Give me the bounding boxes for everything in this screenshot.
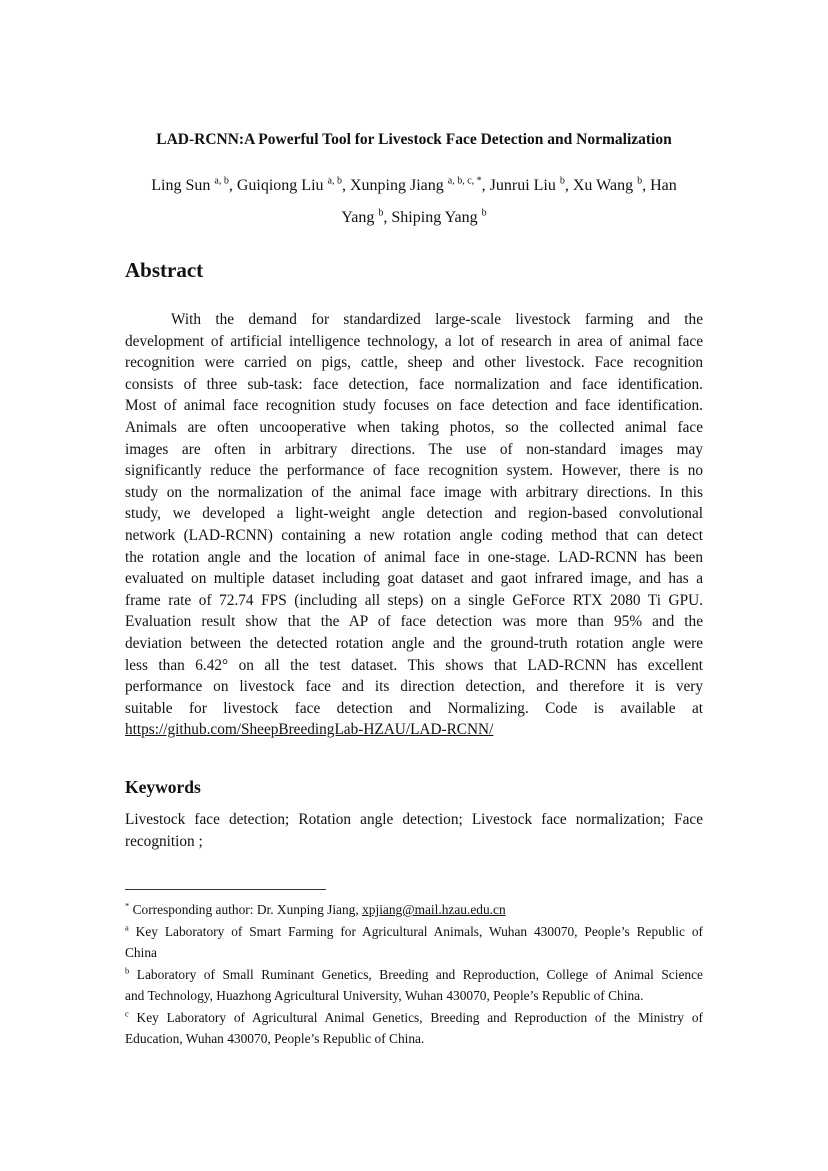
- author-list: [125, 170, 703, 234]
- abstract-line: evaluated on multiple dataset including goat dataset and gaot infrared image, and has a: [125, 570, 703, 588]
- abstract-line: With the demand for standardized large-scale livestock farming and the: [171, 311, 703, 328]
- footnote-text: Key Laboratory of Agricultural Animal Genetics, Breeding and Reproduction of the Ministry of: [128, 1009, 703, 1025]
- author-affiliation-mark: b: [378, 207, 384, 219]
- author-affiliation-mark: a, b: [214, 175, 229, 187]
- keywords-line: Livestock face detection; Rotation angle detection; Livestock face normalization; Face: [125, 811, 703, 828]
- abstract-heading: Abstract: [125, 258, 204, 282]
- author-line-1: [125, 170, 703, 202]
- abstract-line: deviation between the detected rotation angle and the ground-truth rotation angle were: [125, 634, 703, 652]
- author-affiliation-mark: b: [559, 175, 565, 187]
- abstract-line: consists of three sub-task: face detection, face normalization and face identification.: [125, 375, 703, 393]
- abstract-line: recognition were carried on pigs, cattle, sheep and other livestock. Face recognition: [125, 354, 703, 372]
- footnote-mark: b: [125, 965, 130, 976]
- author-name: Junrui Liu: [489, 177, 560, 194]
- paper-title: LAD-RCNN:A Powerful Tool for Livestock Face Detection and Normalization: [156, 131, 672, 148]
- author-affiliation-mark: b: [637, 175, 643, 187]
- abstract-line: study, we developed a light-weight angle detection and region-based convolutional: [125, 505, 703, 523]
- author-affiliation-mark: b: [481, 207, 487, 219]
- footnote-text: Corresponding author: Dr. Xunping Jiang,: [129, 902, 363, 917]
- footnote-separator: [125, 889, 326, 890]
- footnote-affiliation-a: [125, 921, 703, 943]
- author-separator: ,: [481, 177, 490, 194]
- abstract-line: Animals are often uncooperative when taking photos, so the collected animal face: [125, 418, 703, 436]
- footnote-affiliation-b-cont: and Technology, Huazhong Agricultural University, Wuhan 430070, People’s Republic of China.: [125, 988, 644, 1003]
- abstract-body: [125, 309, 703, 741]
- keywords-line: recognition ;: [125, 833, 203, 850]
- author-name: Xu Wang: [572, 177, 638, 194]
- keywords-heading: Keywords: [125, 777, 201, 797]
- abstract-line: performance on livestock face and its direction detection, and therefore it is very: [125, 678, 703, 696]
- abstract-line: the rotation angle and the location of animal face in one-stage. LAD-RCNN has been: [125, 548, 703, 566]
- footnote-mark: a: [125, 922, 129, 933]
- footnote-affiliation-c-cont: Education, Wuhan 430070, People’s Republic of China.: [125, 1031, 425, 1046]
- footnote-affiliation-b: [125, 964, 703, 986]
- author-separator: ,: [564, 177, 573, 194]
- footnote-mark: c: [125, 1008, 129, 1019]
- author-name: Xunping Jiang: [349, 177, 448, 194]
- abstract-line: network (LAD-RCNN) containing a new rotation angle coding method that can detect: [125, 526, 703, 544]
- abstract-line: Evaluation result show that the AP of face detection was more than 95% and the: [125, 613, 703, 631]
- footnote-affiliation-c: [125, 1007, 703, 1029]
- author-name: Shiping Yang: [391, 209, 482, 226]
- author-affiliation-mark: a, b, c, *: [447, 175, 482, 187]
- footnote-text: Laboratory of Small Ruminant Genetics, Breeding and Reproduction, College of Animal Science: [129, 966, 703, 982]
- footnote-corresponding-author: [125, 899, 703, 921]
- author-separator: ,: [341, 177, 350, 194]
- footnotes: [125, 899, 703, 1050]
- abstract-line: suitable for livestock face detection and Normalizing. Code is available at: [125, 699, 703, 717]
- abstract-line: less than 6.42° on all the test dataset. This shows that LAD-RCNN has excellent: [125, 656, 703, 674]
- abstract-line: development of artificial intelligence technology, a lot of research in area of animal face: [125, 332, 703, 350]
- abstract-line: significantly reduce the performance of face recognition system. However, there is no: [125, 462, 703, 480]
- author-separator: ,: [642, 177, 651, 194]
- footnote-affiliation-a-cont: China: [125, 945, 157, 960]
- author-name: Guiqiong Liu: [236, 177, 328, 194]
- author-separator: ,: [228, 177, 237, 194]
- footnote-mark: *: [125, 900, 130, 911]
- author-name: Ling Sun: [151, 177, 215, 194]
- author-affiliation-mark: a, b: [327, 175, 342, 187]
- code-repository-link[interactable]: https://github.com/SheepBreedingLab-HZAU/LAD-RCNN/: [125, 721, 494, 739]
- author-name: Han: [650, 177, 677, 194]
- abstract-line: Most of animal face recognition study focuses on face detection and face identification.: [125, 397, 703, 415]
- author-name: Yang: [341, 209, 379, 226]
- author-line-2: [125, 202, 703, 234]
- abstract-code-link-line: [125, 719, 703, 741]
- corresponding-email-link[interactable]: xpjiang@mail.hzau.edu.cn: [362, 902, 506, 917]
- abstract-line: study on the normalization of the animal face image with arbitrary directions. In this: [125, 483, 703, 501]
- keywords-body: [125, 809, 703, 853]
- abstract-line: frame rate of 72.74 FPS (including all steps) on a single GeForce RTX 2080 Ti GPU.: [125, 591, 703, 609]
- abstract-line: images are often in arbitrary directions. The use of non-standard images may: [125, 440, 703, 458]
- author-separator: ,: [383, 209, 392, 226]
- footnote-text: Key Laboratory of Smart Farming for Agricultural Animals, Wuhan 430070, People’s Republic of: [128, 923, 703, 939]
